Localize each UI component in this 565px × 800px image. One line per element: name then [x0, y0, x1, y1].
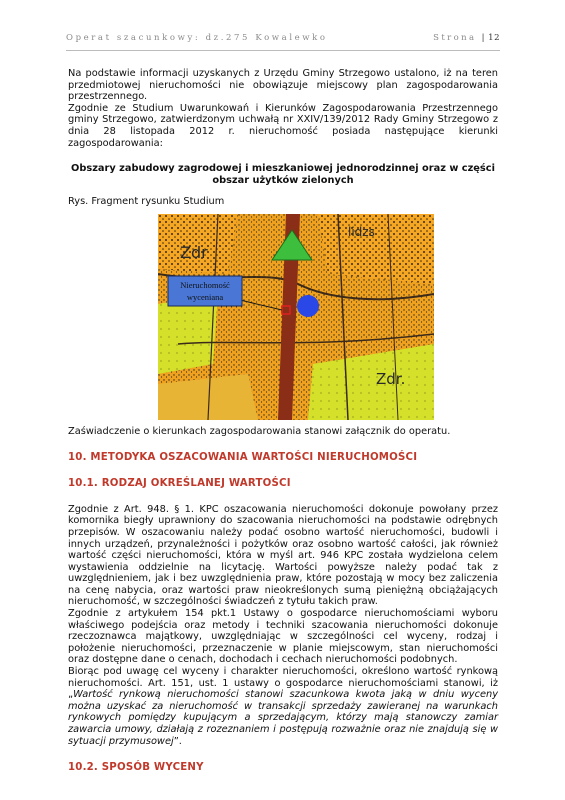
page-indicator: [433, 33, 500, 43]
map-circle-symbol: [297, 295, 319, 317]
map-text-3: lidzs: [348, 224, 375, 239]
page-label: Strona: [433, 33, 477, 43]
document-title: Operat szacunkowy: dz.275 Kowalewko: [66, 33, 328, 43]
certificate-note: Zaświadczenie o kierunkach zagospodarowania stanowi załącznik do operatu.: [68, 425, 451, 437]
intro-paragraph-1: Na podstawie informacji uzyskanych z Urzędu Gminy Strzegowo ustalono, iż na teren przedmiotowej nieruchomości nie obowiązuje miejscowy plan zagospodarowania przestrzennego.: [68, 68, 498, 103]
map-area-northeast: [318, 214, 434, 284]
section-10-heading: 10. METODYKA OSZACOWANIA WARTOŚCI NIERUCHOMOŚCI: [68, 451, 418, 463]
study-map: [158, 214, 434, 420]
section-10-1-paragraph-3: [68, 666, 498, 747]
property-label-line1: Nieruchomość: [180, 279, 230, 290]
intro-paragraph-2: Zgodnie ze Studium Uwarunkowań i Kierunków Zagospodarowania Przestrzennego gminy Strzegowo, zatwierdzonym uchwałą nr XXIV/139/2012 Rady Gminy Strzegowo z dnia 28 listopada 2012 r. nieruchomość posiada następujące kierunki zagospodarowania:: [68, 102, 498, 149]
map-text-1: Zdr: [180, 242, 208, 262]
page-number: | 12: [481, 33, 500, 43]
study-map-figure: [158, 214, 434, 420]
map-text-2: Zdr.: [376, 369, 406, 388]
market-value-definition: Wartość rynkową nieruchomości stanowi szacunkowa kwota jaką w dniu wyceny można uzyskać za nieruchomość w transakcji sprzedaży zawieranej na warunkach rynkowych pomiędzy kupującym a sprzedającym, którzy mają stanowczy zamiar zawarcia umowy, działają z rozeznaniem i postępują rozważnie oraz nie znajdują się w sytuacji przymusowej: [68, 689, 498, 747]
page-content: [68, 68, 498, 774]
figure-caption: Rys. Fragment rysunku Studium: [68, 196, 225, 208]
paragraph-3-start: Biorąc pod uwagę cel wyceny i charakter nieruchomości, określono wartość rynkową nieruchomości. Art. 151, ust. 1 ustawy o gospodarce nieruchomościami stanowi, iż „: [68, 666, 498, 701]
header-divider: [66, 50, 500, 51]
section-10-1-paragraph-1: Zgodnie z Art. 948. § 1. KPC oszacowania nieruchomości dokonuje powołany przez komornika biegły uprawniony do szacowania nieruchomości na podstawie odrębnych przepisów. W oszacowaniu należy podać osobno wartość nieruchomości, budowli i innych urządzeń, przynależności i pożytków oraz osobno wartość całości, jak również wartość części nieruchomości, która w myśl art. 946 KPC została wydzielona celem wystawienia oddzielnie na licytację. Wartości powyższe należy podać tak z uwzględnieniem, jak i bez uwzględnienia praw, które pozostają w mocy bez zaliczenia na cenę nabycia, oraz wartości praw nieokreślonych sumą pieniężną obciążających nieruchomość, w szczególności świadczeń z tytułu takich praw.: [68, 503, 498, 608]
property-label-line2: wyceniana: [186, 291, 224, 302]
section-10-2-heading: 10.2. SPOSÓB WYCENY: [68, 762, 204, 774]
section-10-1-heading: 10.1. RODZAJ OKREŚLANEJ WARTOŚCI: [68, 478, 291, 490]
page-header: [66, 33, 500, 49]
paragraph-3-end: ”.: [173, 735, 182, 747]
section-10-1-paragraph-2: Zgodnie z artykułem 154 pkt.1 Ustawy o gospodarce nieruchomościami wyboru właściwego podejścia oraz metody i techniki szacowania nieruchomości dokonuje rzeczoznawca majątkowy, uwzględniając w szczególności cel wyceny, rodzaj i położenie nieruchomości, przeznaczenie w planie miejscowym, stan nieruchomości oraz dostępne dane o cenach, dochodach i cechach nieruchomości podobnych.: [68, 608, 498, 666]
land-use-heading: Obszary zabudowy zagrodowej i mieszkaniowej jednorodzinnej oraz w części obszar użytków zielonych: [71, 163, 495, 186]
